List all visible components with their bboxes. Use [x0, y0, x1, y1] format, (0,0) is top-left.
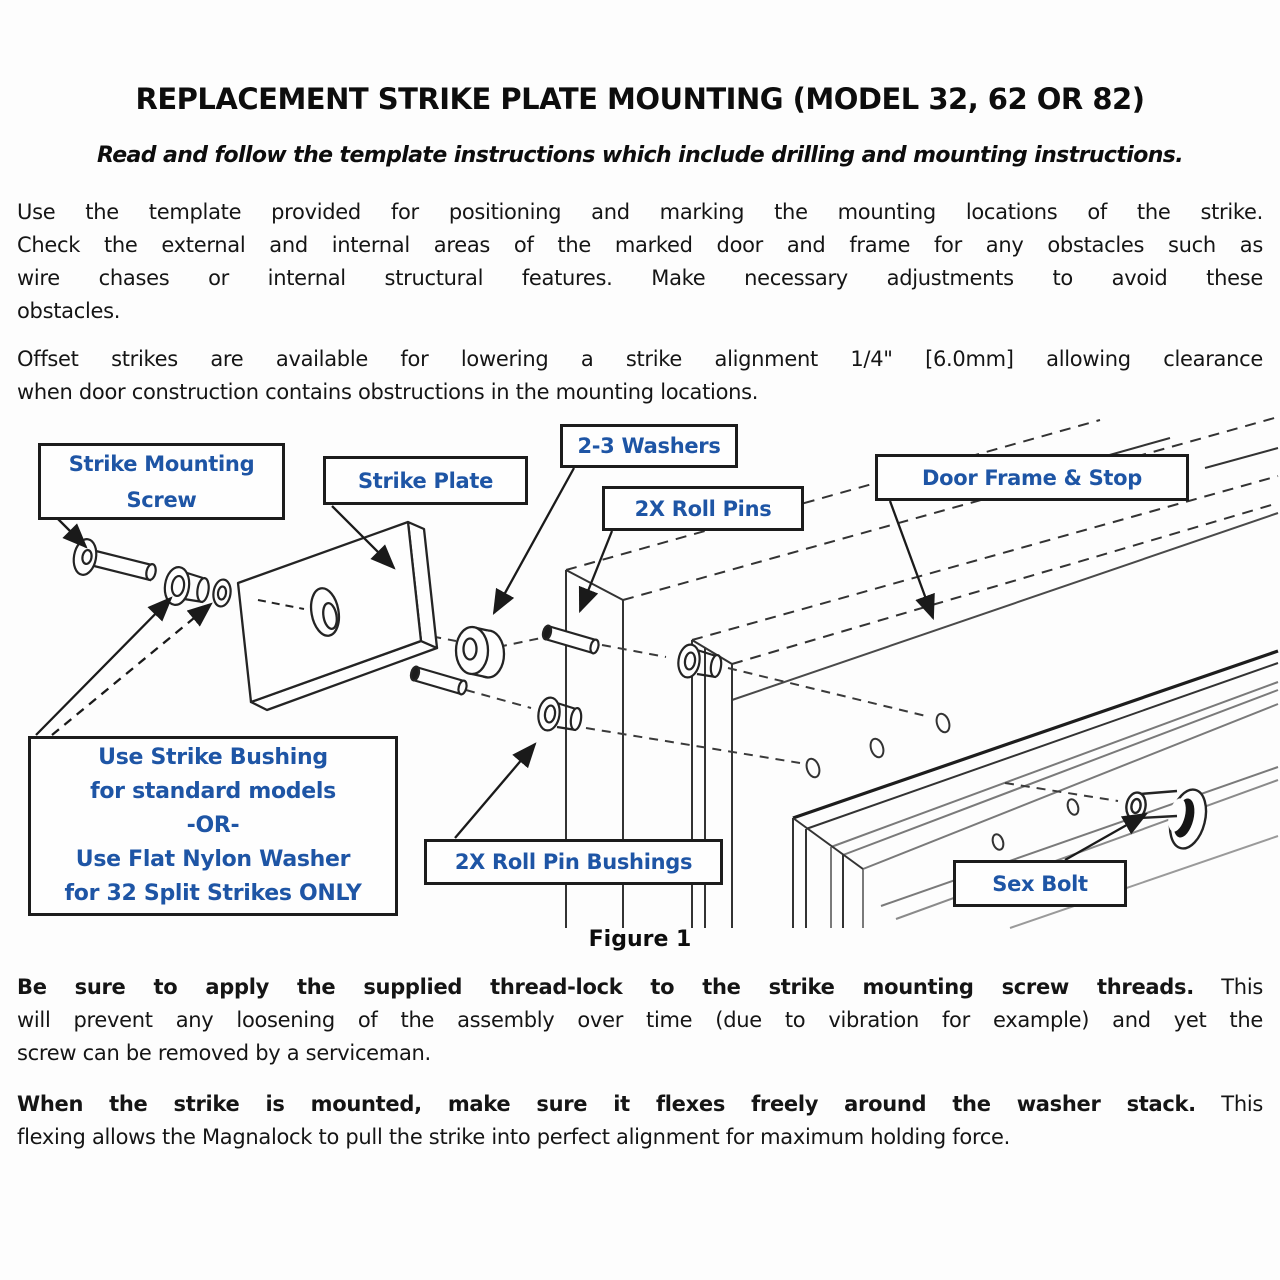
- flat-washer-drawing: [212, 578, 233, 607]
- text-line: for standard models: [90, 779, 336, 804]
- arrow-bushing-note-dashed: [52, 604, 211, 735]
- text-line: Use Strike Bushing: [98, 745, 328, 770]
- strike-plate-drawing: [238, 522, 437, 710]
- text-line: when door construction contains obstructions in the mounting locations.: [17, 380, 759, 404]
- text-line: for 32 Split Strikes ONLY: [64, 881, 362, 906]
- page-title: REPLACEMENT STRIKE PLATE MOUNTING (MODEL 32, 62 OR 82): [135, 82, 1145, 116]
- arrow-roll-pins: [580, 531, 612, 611]
- text-line: flexing allows the Magnalock to pull the strike into perfect alignment for maximum holding force.: [17, 1125, 1011, 1149]
- centerline-dashes: [338, 618, 1118, 801]
- roll-pin-bushing-drawing: [536, 643, 722, 732]
- text-line: Use Flat Nylon Washer: [75, 847, 351, 872]
- text-line: Be sure to apply the supplied thread-lock to the strike mounting screw threads. This: [17, 975, 1263, 999]
- callout-bushing-note: [28, 736, 398, 916]
- text-line: Use the template provided for positioning and marking the mounting locations of the strike.: [17, 200, 1263, 224]
- page-subtitle: Read and follow the template instructions which include drilling and mounting instructions.: [96, 143, 1184, 168]
- washer-stack-drawing: [456, 627, 504, 678]
- roll-pin-drawing: [410, 625, 600, 695]
- arrow-door-frame: [890, 501, 933, 618]
- text-line: Offset strikes are available for lowering a strike alignment 1/4" [6.0mm] allowing clearance: [17, 347, 1263, 371]
- callout-door-frame-stop: Door Frame & Stop: [875, 454, 1189, 501]
- text-line: Check the external and internal areas of the marked door and frame for any obstacles such as: [17, 233, 1263, 257]
- callout-strike-plate: Strike Plate: [323, 456, 528, 505]
- figure-caption: Figure 1: [588, 927, 692, 952]
- callout-roll-pin-bushings: 2X Roll Pin Bushings: [424, 839, 723, 885]
- text-line: wire chases or internal structural features. Make necessary adjustments to avoid these: [17, 266, 1263, 290]
- text-line: screw can be removed by a serviceman.: [17, 1041, 431, 1065]
- text-line: obstacles.: [17, 299, 121, 323]
- callout-sex-bolt: Sex Bolt: [953, 860, 1127, 907]
- text-line: -OR-: [186, 813, 240, 838]
- arrow-bushing-note-solid: [36, 598, 171, 735]
- text-line: Screw: [126, 487, 197, 512]
- arrow-strike-mounting-screw: [58, 519, 86, 547]
- text-line: When the strike is mounted, make sure it flexes freely around the washer stack. This: [17, 1092, 1264, 1116]
- arrow-roll-pin-bushings: [455, 744, 535, 838]
- text-line: Strike Mounting: [68, 451, 255, 476]
- text-line: will prevent any loosening of the assembly over time (due to vibration for example) and yet the: [17, 1008, 1263, 1032]
- callout-washers: 2-3 Washers: [560, 424, 738, 468]
- callout-strike-mounting-screw: [38, 443, 285, 520]
- callout-roll-pins: 2X Roll Pins: [602, 486, 804, 531]
